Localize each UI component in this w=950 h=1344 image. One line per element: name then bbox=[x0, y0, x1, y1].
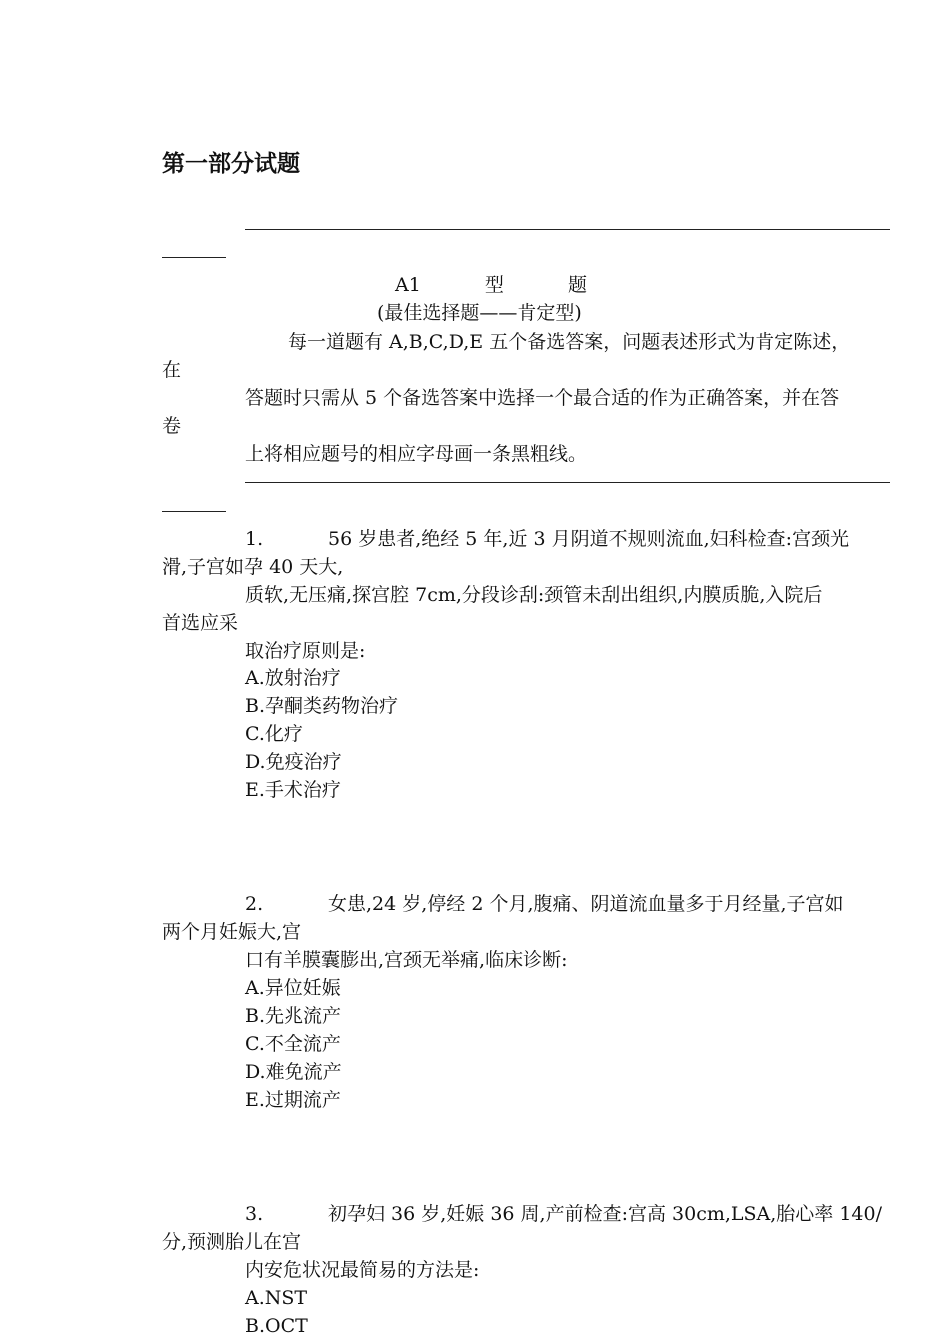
answer-option: A.异位妊娠 bbox=[245, 977, 341, 999]
answer-option: E.过期流产 bbox=[245, 1089, 341, 1111]
section-title-part: A1 bbox=[395, 274, 421, 296]
section-subtitle: (最佳选择题——肯定型) bbox=[377, 302, 582, 324]
question-number: 1. bbox=[245, 528, 264, 550]
instruction-line: 答题时只需从 5 个备选答案中选择一个最合适的作为正确答案，并在答 bbox=[245, 387, 840, 409]
divider-top-short bbox=[162, 257, 226, 258]
instruction-line: 卷 bbox=[162, 415, 182, 437]
question-text-line: 取治疗原则是: bbox=[245, 640, 366, 662]
question-text-line: 首选应采 bbox=[162, 612, 239, 634]
answer-option: B.先兆流产 bbox=[245, 1005, 342, 1027]
divider-bottom-short bbox=[162, 511, 226, 512]
question-text-line: 分,预测胎儿在宫 bbox=[162, 1231, 302, 1253]
answer-option: E.手术治疗 bbox=[245, 779, 341, 801]
question-text-line: 初孕妇 36 岁,妊娠 36 周,产前检查:宫高 30cm,LSA,胎心率 140/ bbox=[328, 1203, 883, 1225]
question-text-line: 两个月妊娠大,宫 bbox=[162, 921, 302, 943]
divider-bottom-long bbox=[245, 482, 890, 483]
question-text-line: 56 岁患者,绝经 5 年,近 3 月阴道不规则流血,妇科检查:宫颈光 bbox=[328, 528, 850, 550]
question-text-line: 滑,子宫如孕 40 天大, bbox=[162, 556, 344, 578]
section-title-part: 题 bbox=[568, 274, 588, 296]
answer-option: C.不全流产 bbox=[245, 1033, 341, 1055]
question-text-line: 女患,24 岁,停经 2 个月,腹痛、阴道流血量多于月经量,子宫如 bbox=[328, 893, 844, 915]
question-text-line: 内安危状况最简易的方法是: bbox=[245, 1259, 480, 1281]
section-title-part: 型 bbox=[484, 274, 504, 296]
instruction-line: 在 bbox=[162, 359, 182, 381]
answer-option: A.放射治疗 bbox=[245, 667, 341, 689]
answer-option: A.NST bbox=[245, 1287, 308, 1309]
question-text-line: 口有羊膜囊膨出,宫颈无举痛,临床诊断: bbox=[245, 949, 568, 971]
instruction-line: 上将相应题号的相应字母画一条黑粗线。 bbox=[245, 443, 588, 465]
answer-option: C.化疗 bbox=[245, 723, 303, 745]
divider-top-long bbox=[245, 229, 890, 230]
page-title: 第一部分试题 bbox=[162, 151, 300, 177]
question-text-line: 质软,无压痛,探宫腔 7cm,分段诊刮:颈管未刮出组织,内膜质脆,入院后 bbox=[245, 584, 823, 606]
answer-option: B.OCT bbox=[245, 1315, 308, 1337]
answer-option: D.免疫治疗 bbox=[245, 751, 342, 773]
instruction-line: 每一道题有 A,B,C,D,E 五个备选答案，问题表述形式为肯定陈述， bbox=[288, 331, 851, 353]
answer-option: B.孕酮类药物治疗 bbox=[245, 695, 399, 717]
question-number: 3. bbox=[245, 1203, 264, 1225]
section-title bbox=[395, 271, 587, 299]
answer-option: D.难免流产 bbox=[245, 1061, 342, 1083]
question-number: 2. bbox=[245, 893, 264, 915]
